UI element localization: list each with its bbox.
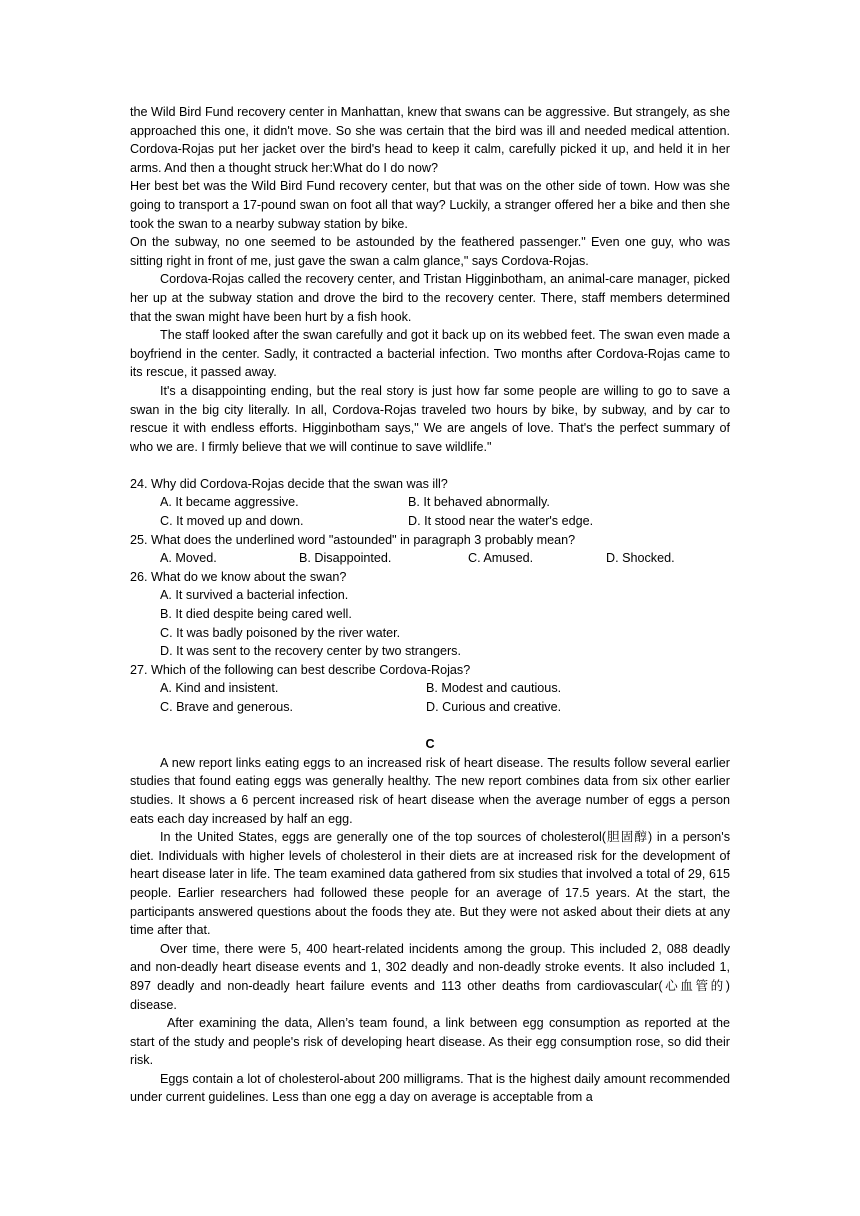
passage-c-paragraph-5: Eggs contain a lot of cholesterol-about 200 milligrams. That is the highest daily amount recommended under current guidelines. Less than one egg a day on average is acceptable from a [130,1071,730,1105]
question-stem: 27. Which of the following can best describe Cordova-Rojas? [130,662,471,677]
options-row [130,549,730,568]
question-27 [130,661,730,717]
option-d: D. It was sent to the recovery center by two strangers. [160,644,461,659]
question-stem: 24. Why did Cordova-Rojas decide that the swan was ill? [130,476,448,491]
document-page [130,103,730,1107]
passage-c-paragraph-1: A new report links eating eggs to an increased risk of heart disease. The results follow several earlier studies that found eating eggs was generally healthy. The new report combines data from six other earlier studies. It shows a 6 percent increased risk of heart disease when the average number of eggs a person eats each day increased by half an egg. [130,755,730,826]
spacer [130,717,730,736]
passage-c-paragraph-4: After examining the data, Allen’s team found, a link between egg consumption as reported at the start of the study and people's risk of developing heart disease. As their egg consumption rose, so did their risk. [130,1016,730,1068]
option-a: A. It survived a bacterial infection. [160,588,349,603]
section-heading: C [425,737,435,752]
passage-b-paragraph-3: On the subway, no one seemed to be astounded by the feathered passenger." Even one guy, who was sitting right in front of me, just gave the swan a calm glance," says Cordova-Rojas. [130,235,730,268]
passage-c-paragraph-2: In the United States, eggs are generally one of the top sources of cholesterol(胆固醇) in a person's diet. Individuals with higher levels of cholesterol in their diets are at increased risk for the development of heart disease later in life. The team examined data gathered from six studies that involved a total of 29, 615 people. Earlier researchers had followed these people for an average of 17.5 years. At the start, the participants answered questions about the foods they ate. But they were not asked about their diets at any time after that. [130,830,730,938]
options-row [130,512,730,531]
option-c: C. It was badly poisoned by the river water. [160,625,401,640]
options-row [130,679,730,698]
option-b: B. It behaved abnormally. [408,495,550,510]
question-25 [130,531,730,568]
passage-b-paragraph-2: Her best bet was the Wild Bird Fund recovery center, but that was on the other side of town. How was she going to transport a 17-pound swan on foot all that way? Luckily, a stranger offered her a bike and then she took the swan to a nearby subway station by bike. [130,179,730,231]
option-a: A. Moved. [160,551,217,566]
option-b: B. It died despite being cared well. [160,607,352,622]
option-b: B. Modest and cautious. [426,681,562,696]
question-stem: 25. What does the underlined word "astounded" in paragraph 3 probably mean? [130,532,576,547]
option-d: D. It stood near the water's edge. [408,514,594,529]
passage-b-paragraph-6: It's a disappointing ending, but the real story is just how far some people are willing to go to save a swan in the big city literally. In all, Cordova-Rojas traveled two hours by bike, by subway, and by car to rescue it with endless efforts. Higginbotham says," We are angels of love. That's the perfect summary of who we are. I firmly believe that we will continue to save wildlife." [130,383,730,454]
option-a: A. It became aggressive. [160,495,299,510]
passage-c-paragraph-3: Over time, there were 5, 400 heart-related incidents among the group. This included 2, 088 deadly and non-deadly heart disease events and 1, 302 deadly and non-deadly stroke events. It also included 1, 897 deadly and non-deadly heart failure events and 113 other deaths from cardiovascular(心血管的) disease. [130,941,730,1012]
passage-b-paragraph-1: the Wild Bird Fund recovery center in Manhattan, knew that swans can be aggressive. But strangely, as she approached this one, it didn't move. So she was certain that the bird was ill and needed medical attention. Cordova-Rojas put her jacket over the bird's head to keep it calm, carefully picked it up, and held it in her arms. And then a thought struck her:What do I do now? [130,105,730,175]
question-26 [130,568,730,661]
option-d: D. Curious and creative. [426,700,562,714]
option-b: B. Disappointed. [299,551,392,566]
spacer [130,456,730,475]
option-c: C. Amused. [468,551,534,566]
options-row [130,698,730,717]
passage-b-paragraph-4: Cordova-Rojas called the recovery center, and Tristan Higginbotham, an animal-care manager, picked her up at the subway station and drove the bird to the recovery center. There, staff members determined that the swan might have been hurt by a fish hook. [130,272,730,324]
question-stem: 26. What do we know about the swan? [130,569,347,584]
option-c: C. Brave and generous. [160,700,294,714]
question-24 [130,475,730,531]
option-c: C. It moved up and down. [160,514,304,529]
options-row [130,493,730,512]
passage-b-paragraph-5: The staff looked after the swan carefully and got it back up on its webbed feet. The swan even made a boyfriend in the center. Sadly, it contracted a bacterial infection. Two months after Cordova-Rojas came to its rescue, it passed away. [130,328,730,380]
option-a: A. Kind and insistent. [160,681,279,696]
option-d: D. Shocked. [606,551,675,566]
